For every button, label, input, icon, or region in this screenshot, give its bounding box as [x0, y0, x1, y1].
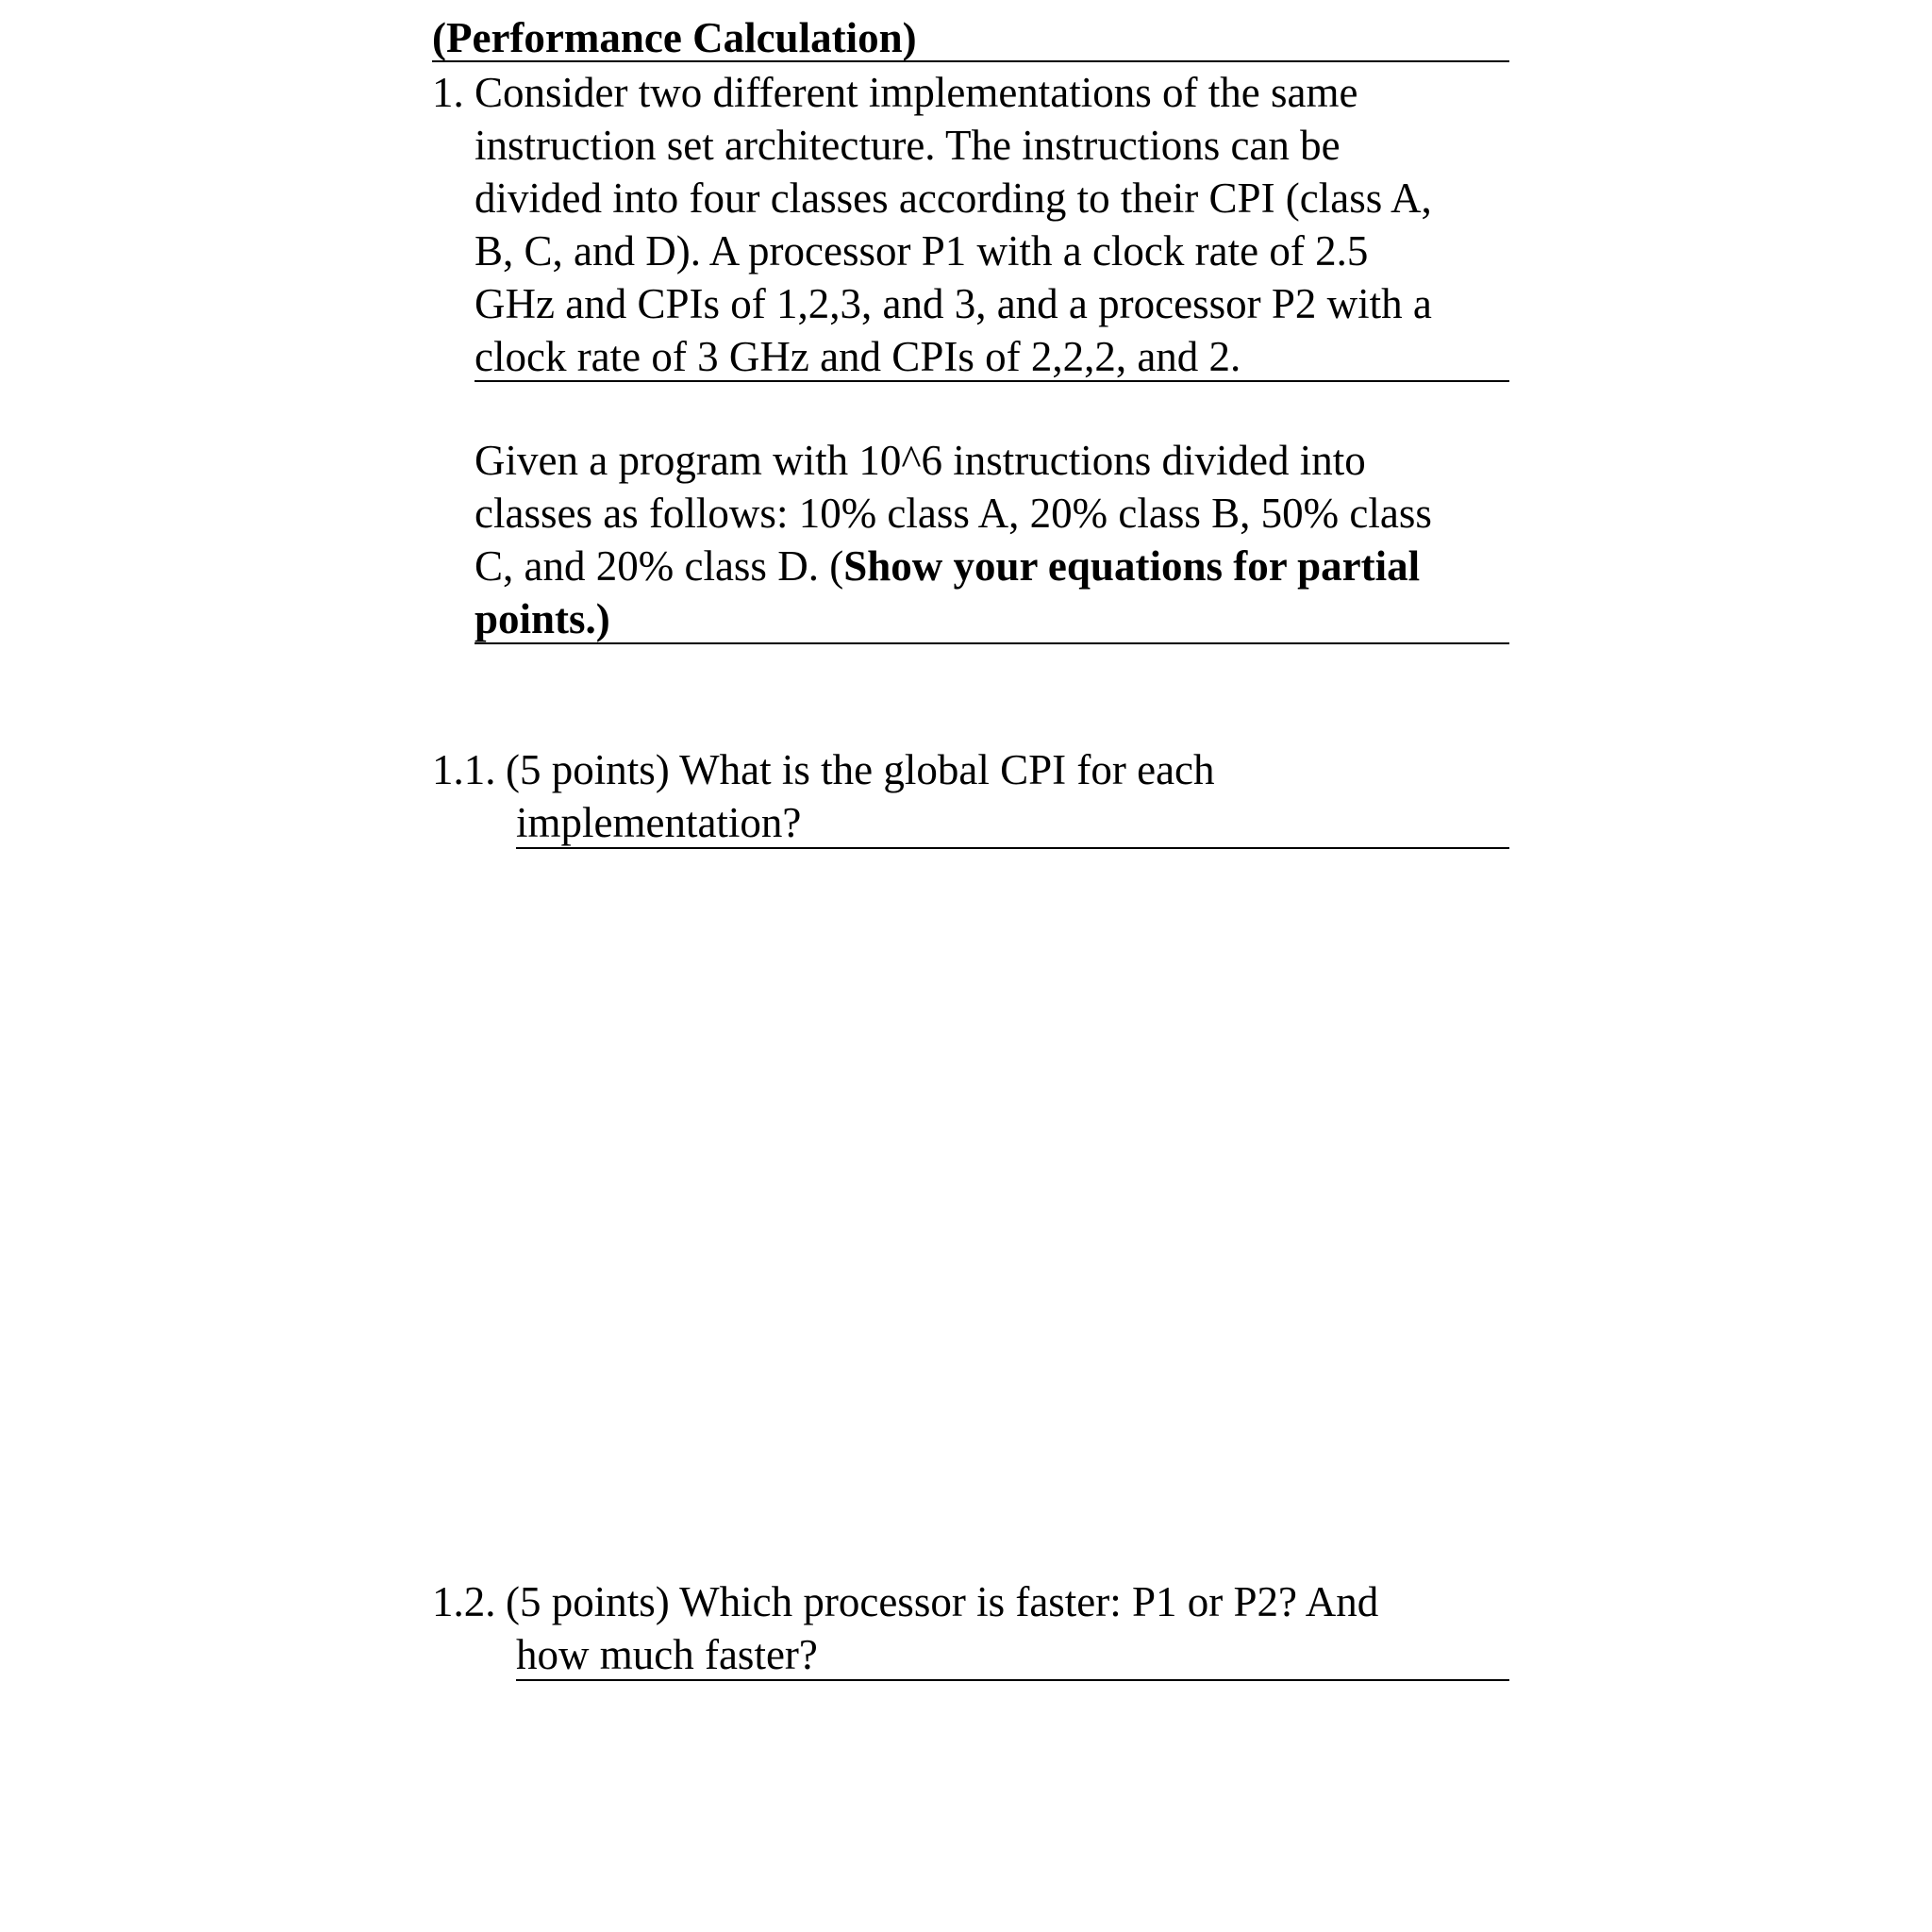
- question-1-2-number: 1.2.: [432, 1578, 496, 1625]
- problem-intro-line-1: Consider two different implementations of the same: [475, 69, 1358, 116]
- question-1-1-number: 1.1.: [432, 746, 496, 793]
- question-1-1-rule: [516, 847, 1509, 849]
- problem-intro-line-2: instruction set architecture. The instructions can be: [475, 122, 1341, 169]
- given-line-3-text: C, and 20% class D. (: [475, 542, 844, 590]
- given-line-3-bold-text: Show your equations for partial: [843, 542, 1421, 590]
- problem-intro-line-3: divided into four classes according to their CPI (class A,: [475, 175, 1432, 222]
- given-line-4: points.): [475, 595, 610, 642]
- problem-intro-line-4: B, C, and D). A processor P1 with a clock rate of 2.5: [475, 227, 1369, 275]
- intro-rule: [475, 380, 1509, 382]
- question-1-2-line-2: how much faster?: [516, 1631, 818, 1678]
- given-line-3: [475, 540, 1420, 592]
- problem-number: 1.: [432, 69, 464, 116]
- heading-rule: [432, 60, 1509, 62]
- question-1-1-line-1: (5 points) What is the global CPI for each: [506, 746, 1215, 793]
- section-heading: (Performance Calculation): [432, 14, 917, 61]
- problem-intro-line-5: GHz and CPIs of 1,2,3, and 3, and a processor P2 with a: [475, 280, 1432, 327]
- given-rule: [475, 642, 1509, 644]
- given-line-1: Given a program with 10^6 instructions divided into: [475, 437, 1366, 484]
- problem-intro-line-6: clock rate of 3 GHz and CPIs of 2,2,2, and 2.: [475, 333, 1241, 380]
- question-1-2-line-1: (5 points) Which processor is faster: P1 or P2? And: [506, 1578, 1379, 1625]
- question-1-2-rule: [516, 1679, 1509, 1681]
- given-line-2: classes as follows: 10% class A, 20% class B, 50% class: [475, 490, 1432, 537]
- question-1-1-line-2: implementation?: [516, 799, 802, 846]
